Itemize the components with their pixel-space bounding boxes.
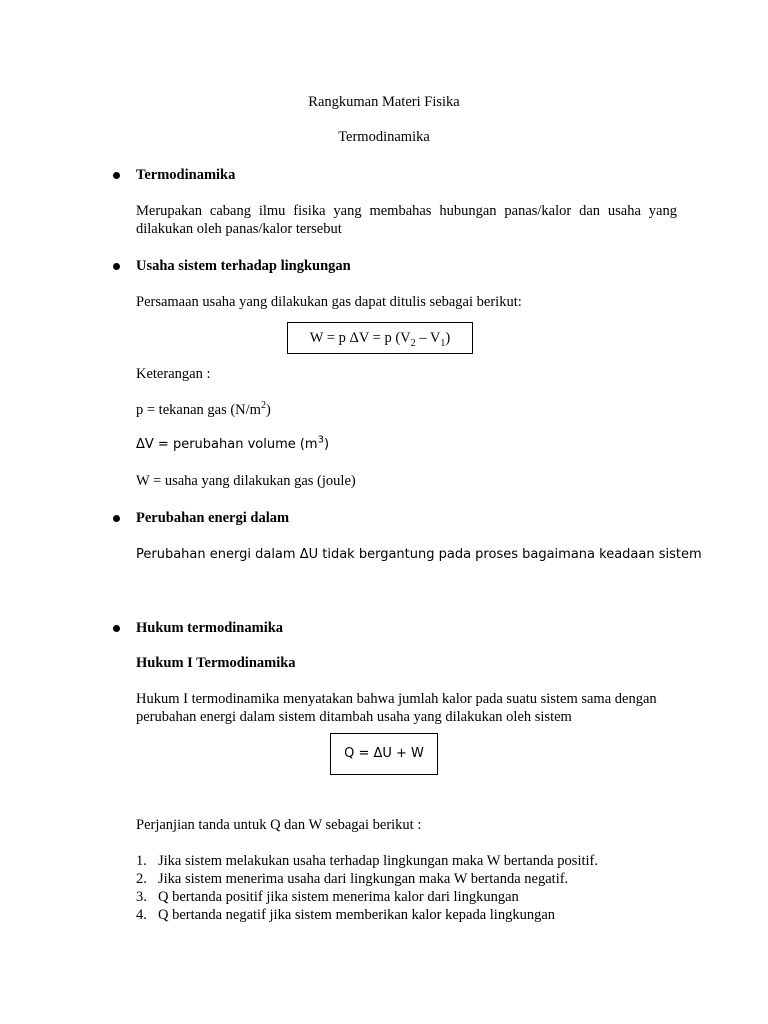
bullet-icon	[113, 263, 120, 270]
energi-dalam-text: Perubahan energi dalam ΔU tidak bergantung pada proses bagaimana keadaan sistem	[136, 547, 702, 562]
subheading-hukum-1: Hukum I Termodinamika	[136, 655, 296, 671]
bullet-icon	[113, 625, 120, 632]
page-title: Rangkuman Materi Fisika	[308, 94, 460, 110]
section-heading-energi-dalam: Perubahan energi dalam	[136, 510, 290, 526]
section-heading-usaha: Usaha sistem terhadap lingkungan	[136, 258, 351, 274]
bullet-icon	[113, 515, 120, 522]
section-heading-hukum: Hukum termodinamika	[136, 620, 284, 636]
definition-volume-change: ΔV = perubahan volume $(m^3)$	[136, 434, 330, 452]
formula-box-usaha	[287, 322, 473, 354]
definition-pressure: p = tekanan gas $(N/m^2)$	[136, 400, 271, 418]
definition-work: W = usaha yang dilakukan gas (joule)	[136, 473, 356, 489]
list-item: Jika sistem melakukan usaha terhadap lingkungan maka W bertanda positif.	[158, 853, 598, 869]
keterangan-label: Keterangan :	[136, 366, 211, 382]
usaha-intro: Persamaan usaha yang dilakukan gas dapat ditulis sebagai berikut:	[136, 294, 522, 310]
formula-usaha: W = p ΔV = p $(V_2 - V_1)$	[309, 330, 451, 349]
list-item: Q bertanda negatif jika sistem memberikan kalor kepada lingkungan	[158, 907, 556, 923]
hukum-1-line: perubahan energi dalam sistem ditambah usaha yang dilakukan oleh sistem	[136, 709, 572, 725]
page-subtitle: Termodinamika	[338, 129, 430, 145]
paragraph-line: dilakukan oleh panas/kalor tersebut	[136, 221, 342, 237]
list-number: 1.	[136, 853, 147, 869]
list-item: Jika sistem menerima usaha dari lingkungan maka W bertanda negatif.	[158, 871, 569, 887]
formula-box-hukum-1	[330, 733, 438, 775]
sign-convention-intro: Perjanjian tanda untuk Q dan W sebagai berikut :	[136, 817, 422, 833]
list-number: 2.	[136, 871, 147, 887]
section-paragraph-termodinamika	[136, 202, 677, 238]
section-heading-termodinamika: Termodinamika	[136, 167, 236, 183]
list-number: 4.	[136, 907, 147, 923]
formula-hukum-1: Q = ΔU + W	[344, 746, 424, 761]
list-number: 3.	[136, 889, 147, 905]
hukum-1-line: Hukum I termodinamika menyatakan bahwa jumlah kalor pada suatu sistem sama dengan	[136, 691, 657, 707]
list-item: Q bertanda positif jika sistem menerima kalor dari lingkungan	[158, 889, 519, 905]
bullet-icon	[113, 172, 120, 179]
paragraph-line: Merupakan cabang ilmu fisika yang membahas hubungan panas/kalor dan usaha yang	[136, 203, 677, 219]
